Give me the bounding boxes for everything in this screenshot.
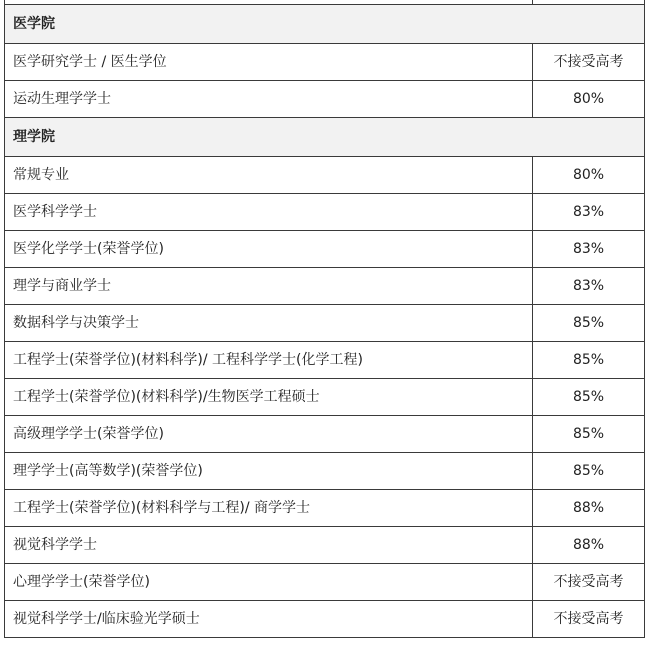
program-name: 理学学士(高等数学)(荣誉学位) — [5, 453, 533, 490]
program-name: 心理学学士(荣誉学位) — [5, 564, 533, 601]
section-header-science — [5, 118, 645, 157]
program-name: 视觉科学学士 — [5, 527, 533, 564]
program-name: 工程学士(荣誉学位)(材料科学与工程)/ 商学学士 — [5, 490, 533, 527]
program-name: 医学科学学士 — [5, 194, 533, 231]
score-requirement: 不接受高考 — [533, 44, 645, 81]
score-requirement: 88% — [533, 490, 645, 527]
program-name: 数据科学与决策学士 — [5, 305, 533, 342]
score-requirement: 不接受高考 — [533, 564, 645, 601]
table-row — [5, 81, 645, 118]
score-requirement: 85% — [533, 305, 645, 342]
table-row — [5, 564, 645, 601]
table-row — [5, 416, 645, 453]
table-row — [5, 44, 645, 81]
score-requirement: 80% — [533, 157, 645, 194]
table-row — [5, 342, 645, 379]
admission-requirements-table — [4, 0, 645, 638]
program-name: 工程学士(荣誉学位)(材料科学)/ 工程科学学士(化学工程) — [5, 342, 533, 379]
score-requirement: 83% — [533, 194, 645, 231]
table-row — [5, 601, 645, 638]
score-requirement: 不接受高考 — [533, 601, 645, 638]
score-requirement: 83% — [533, 268, 645, 305]
score-requirement: 88% — [533, 527, 645, 564]
table-row — [5, 194, 645, 231]
table-row — [5, 305, 645, 342]
table-body — [5, 0, 645, 638]
table-row — [5, 268, 645, 305]
section-title: 医学院 — [5, 5, 645, 44]
program-name: 视觉科学学士/临床验光学硕士 — [5, 601, 533, 638]
section-title: 理学院 — [5, 118, 645, 157]
program-name: 高级理学学士(荣誉学位) — [5, 416, 533, 453]
table-row — [5, 379, 645, 416]
score-requirement: 85% — [533, 379, 645, 416]
table-row — [5, 453, 645, 490]
program-name: 理学与商业学士 — [5, 268, 533, 305]
section-header-medicine — [5, 5, 645, 44]
program-name: 运动生理学学士 — [5, 81, 533, 118]
score-requirement: 85% — [533, 416, 645, 453]
score-requirement: 85% — [533, 342, 645, 379]
program-name: 医学研究学士 / 医生学位 — [5, 44, 533, 81]
score-requirement: 83% — [533, 231, 645, 268]
table-row — [5, 231, 645, 268]
program-name: 医学化学学士(荣誉学位) — [5, 231, 533, 268]
score-requirement: 80% — [533, 81, 645, 118]
program-name: 工程学士(荣誉学位)(材料科学)/生物医学工程硕士 — [5, 379, 533, 416]
table-row — [5, 490, 645, 527]
table-row — [5, 527, 645, 564]
table-row — [5, 157, 645, 194]
score-requirement: 85% — [533, 453, 645, 490]
program-name: 常规专业 — [5, 157, 533, 194]
